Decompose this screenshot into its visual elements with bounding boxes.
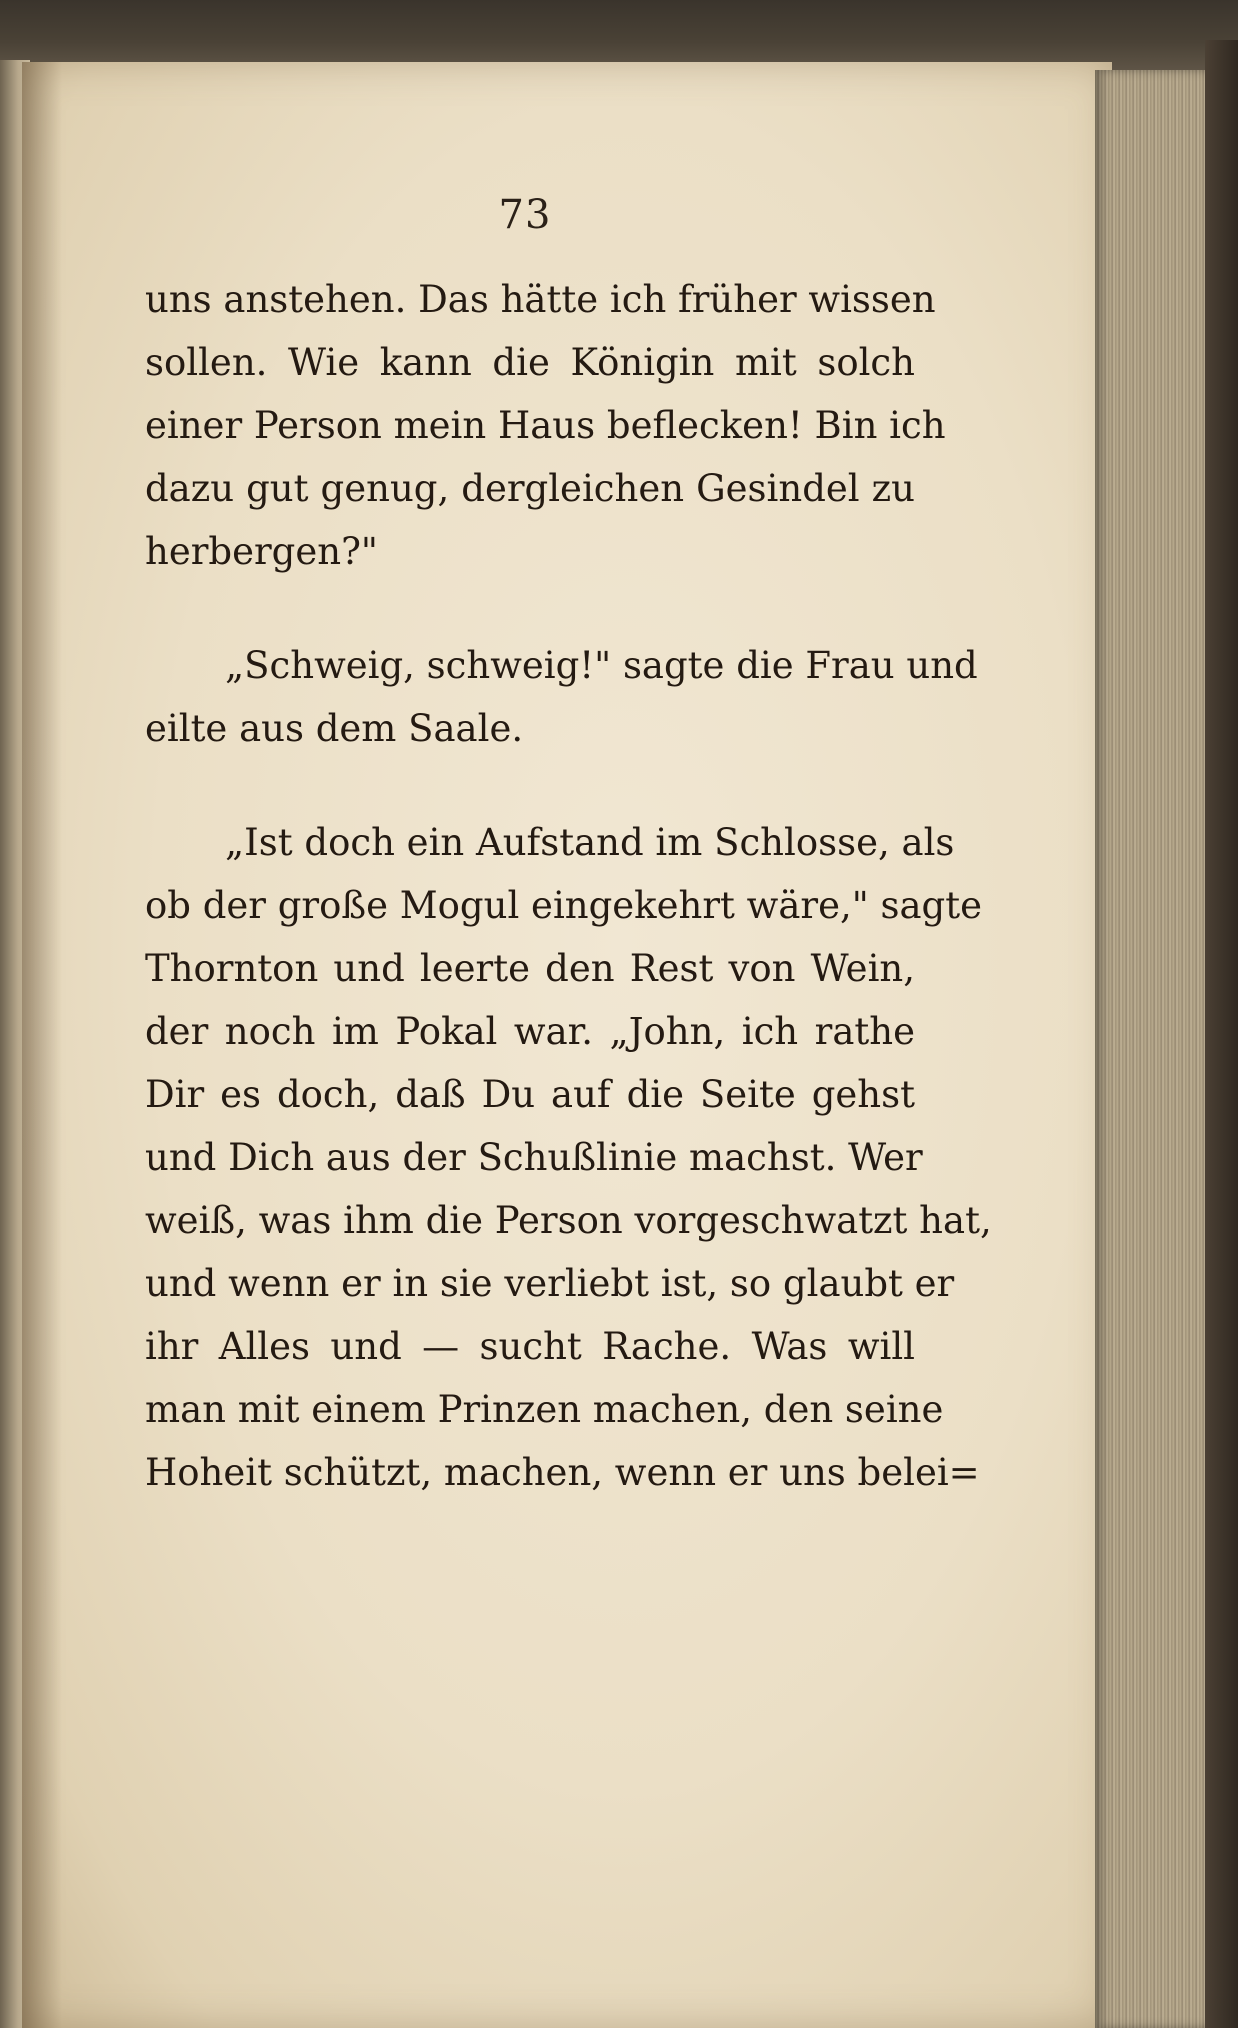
book-cover-edge bbox=[1205, 40, 1238, 2028]
text-line: und wenn er in sie verliebt ist, so glaubt er bbox=[145, 1262, 955, 1305]
text-line: ob der große Mogul eingekehrt wäre," sagte bbox=[145, 884, 982, 927]
paragraph-1 bbox=[145, 268, 946, 583]
page-gutter-shadow bbox=[22, 62, 62, 2028]
page-number: 73 bbox=[498, 192, 552, 238]
book-top-edge bbox=[0, 0, 1238, 70]
body-text bbox=[145, 268, 992, 1504]
text-line: dazu gut genug, dergleichen Gesindel zu bbox=[145, 467, 915, 510]
text-line: „Ist doch ein Aufstand im Schlosse, als bbox=[225, 821, 955, 864]
paragraph-2 bbox=[145, 634, 978, 760]
text-line: ihr Alles und — sucht Rache. Was will bbox=[145, 1325, 915, 1368]
text-line: sollen. Wie kann die Königin mit solch bbox=[145, 341, 915, 384]
text-line: und Dich aus der Schußlinie machst. Wer bbox=[145, 1136, 923, 1179]
text-line: Thornton und leerte den Rest von Wein, bbox=[145, 947, 915, 990]
text-line: herbergen?" bbox=[145, 530, 378, 573]
text-line: weiß, was ihm die Person vorgeschwatzt hat, bbox=[145, 1199, 992, 1242]
text-line: einer Person mein Haus beflecken! Bin ich bbox=[145, 404, 946, 447]
paragraph-3 bbox=[145, 811, 992, 1504]
text-line: Dir es doch, daß Du auf die Seite gehst bbox=[145, 1073, 915, 1116]
text-line: „Schweig, schweig!" sagte die Frau und bbox=[225, 644, 978, 687]
text-line: eilte aus dem Saale. bbox=[145, 707, 524, 750]
text-line: Hoheit schützt, machen, wenn er uns belei= bbox=[145, 1451, 980, 1494]
text-line: uns anstehen. Das hätte ich früher wissen bbox=[145, 278, 936, 321]
text-line: der noch im Pokal war. „John, ich rathe bbox=[145, 1010, 915, 1053]
text-line: man mit einem Prinzen machen, den seine bbox=[145, 1388, 944, 1431]
